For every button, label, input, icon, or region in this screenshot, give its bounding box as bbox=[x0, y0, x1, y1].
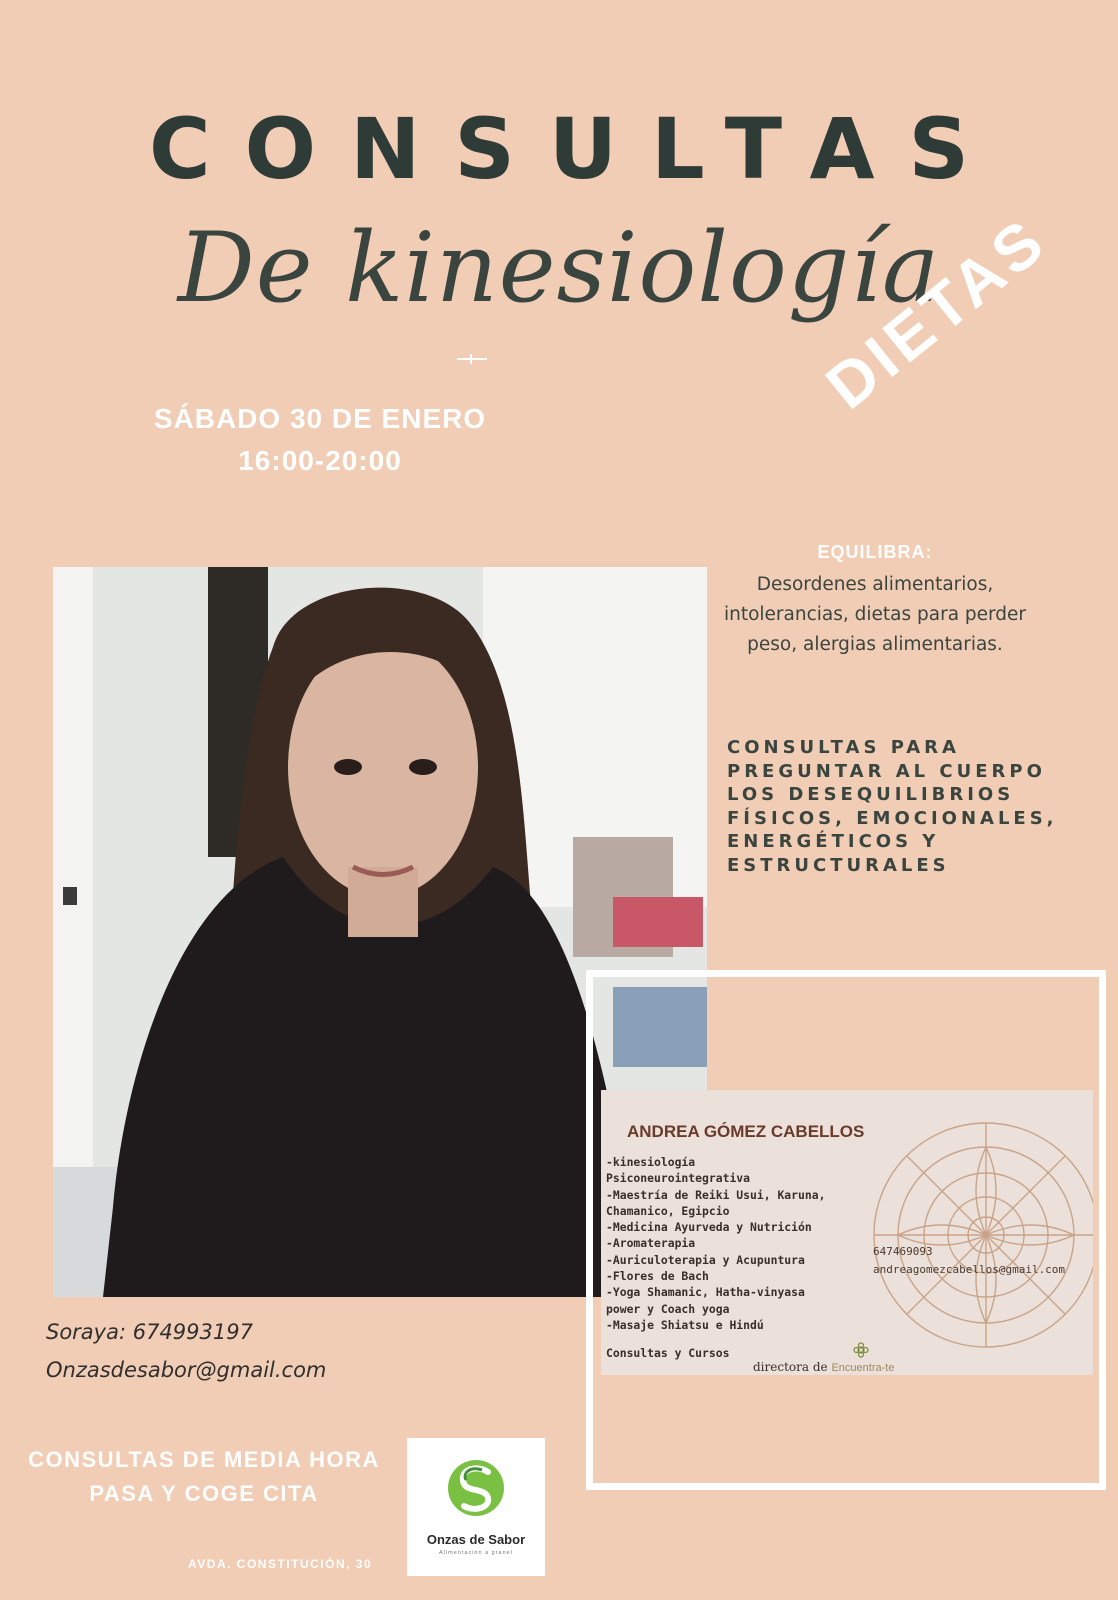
consultas-line: LOS DESEQUILIBRIOS bbox=[727, 784, 1015, 805]
card-services-list bbox=[606, 1154, 886, 1333]
list-item: -Masaje Shiatsu e Hindú bbox=[606, 1317, 764, 1332]
card-phone: 647469093 bbox=[873, 1245, 933, 1258]
consultas-line: ESTRUCTURALES bbox=[727, 854, 950, 876]
event-datetime bbox=[110, 398, 530, 482]
brand-name: Encuentra-te bbox=[831, 1362, 895, 1374]
card-directora bbox=[753, 1360, 894, 1374]
card-footer: Consultas y Cursos bbox=[606, 1346, 730, 1360]
list-item: -Medicina Ayurveda y Nutrición bbox=[606, 1220, 812, 1235]
flower-icon bbox=[853, 1342, 869, 1358]
onzas-logo bbox=[407, 1438, 545, 1576]
page-subtitle: De kinesiología bbox=[177, 212, 941, 324]
media-hora-note bbox=[10, 1443, 398, 1511]
consultas-line: PREGUNTAR AL CUERPO bbox=[727, 760, 1046, 782]
dietas-badge: DIETAS bbox=[812, 203, 1060, 423]
card-email: andreagomezcabellos@gmail.com bbox=[873, 1263, 1066, 1276]
list-item: -kinesiología bbox=[606, 1155, 696, 1169]
event-time: 16:00-20:00 bbox=[238, 445, 402, 476]
swirl-logo-icon bbox=[446, 1458, 506, 1518]
media-hora-line: CONSULTAS DE MEDIA HORA bbox=[28, 1447, 380, 1472]
consultas-line: CONSULTAS PARA bbox=[727, 737, 960, 758]
logo-tagline: Alimentación a granel bbox=[439, 1550, 513, 1556]
divider-tick bbox=[470, 354, 472, 364]
card-name: ANDREA GÓMEZ CABELLOS bbox=[627, 1122, 865, 1141]
list-item: Psiconeurointegrativa bbox=[606, 1171, 751, 1186]
list-item: -Flores de Bach bbox=[606, 1269, 709, 1284]
list-item: -Auriculoterapia y Acupuntura bbox=[606, 1252, 805, 1267]
logo-name: Onzas de Sabor bbox=[426, 1532, 526, 1547]
contact-phone: Soraya: 674993197 bbox=[46, 1320, 253, 1344]
equilibra-body: Desordenes alimentarios, intolerancias, dietas para perder peso, alergias alimentarias. bbox=[723, 574, 1027, 655]
list-item: -Yoga Shamanic, Hatha-vinyasa bbox=[606, 1285, 805, 1300]
business-card bbox=[601, 1090, 1093, 1375]
consultas-line: FÍSICOS, EMOCIONALES, bbox=[727, 807, 1058, 829]
list-item: power y Coach yoga bbox=[606, 1301, 730, 1316]
list-item: -Maestría de Reiki Usui, Karuna, bbox=[606, 1187, 826, 1202]
directora-label: directora de bbox=[753, 1360, 828, 1374]
address: AVDA. CONSTITUCIÓN, 30 bbox=[188, 1557, 373, 1571]
mandala-icon bbox=[856, 1090, 1093, 1375]
equilibra-heading: EQUILIBRA: bbox=[817, 542, 933, 562]
contact-email: Onzasdesabor@gmail.com bbox=[46, 1358, 327, 1382]
event-date: SÁBADO 30 DE ENERO bbox=[153, 403, 487, 434]
divider-line bbox=[457, 358, 487, 360]
list-item: -Aromaterapia bbox=[606, 1236, 696, 1251]
list-item: Chamanico, Egipcio bbox=[606, 1203, 730, 1218]
consultas-line: ENERGÉTICOS Y bbox=[727, 831, 940, 852]
page-title: CONSULTAS bbox=[149, 100, 1003, 198]
media-hora-line: PASA Y COGE CITA bbox=[89, 1481, 319, 1506]
consultas-para-block bbox=[727, 736, 1107, 877]
